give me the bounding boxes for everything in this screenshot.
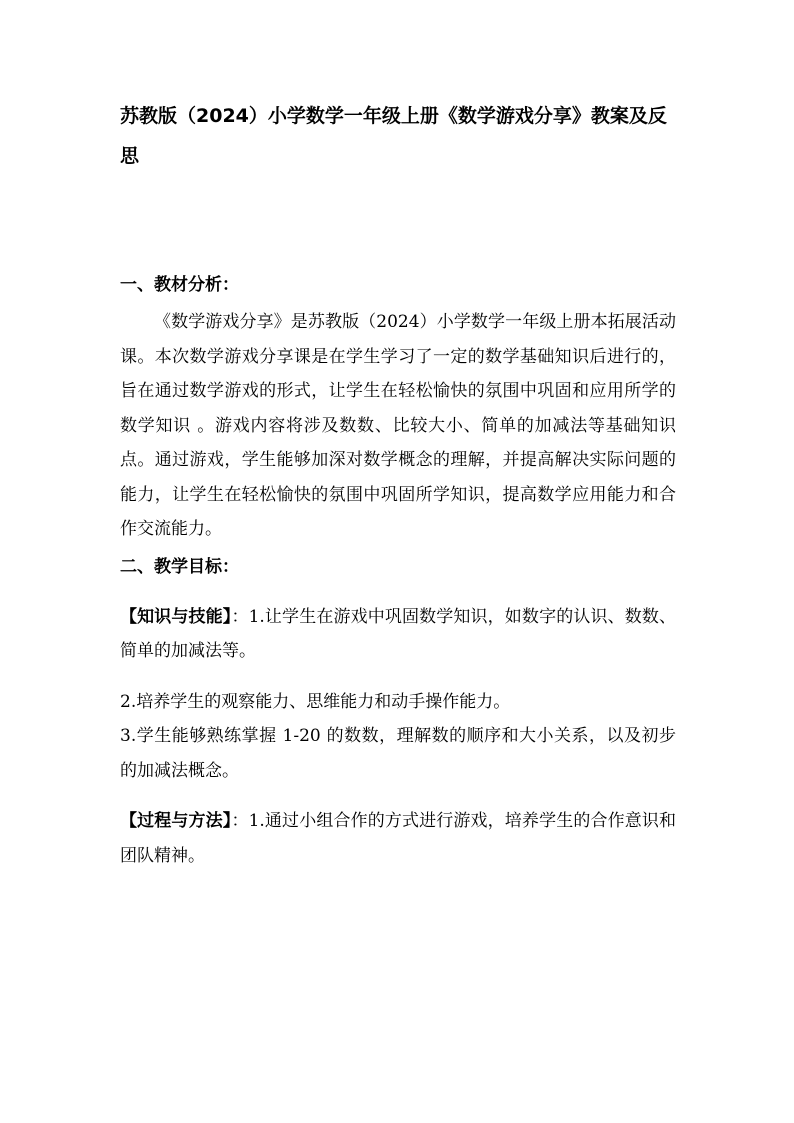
knowledge-skills-item-2: 2.培养学生的观察能力、思维能力和动手操作能力。 (120, 691, 511, 712)
knowledge-skills-text-1: ：1.让学生在游戏中巩固数学知识，如数字的认识、数数、简单的加减法等。 (120, 606, 677, 661)
knowledge-skills-item-1 (120, 600, 676, 669)
knowledge-skills-label: 【知识与技能】 (120, 606, 232, 627)
process-methods-item-1 (120, 804, 676, 873)
process-methods-label: 【过程与方法】 (120, 811, 232, 831)
document-title: 苏教版（2024）小学数学一年级上册《数学游戏分享》教案及反思 (120, 105, 667, 167)
document-page (120, 96, 676, 873)
process-methods-text-1: ：1.通过小组合作的方式进行游戏，培养学生的合作意识和团队精神。 (120, 811, 677, 866)
analysis-paragraph: 《数学游戏分享》是苏教版（2024）小学数学一年级上册本拓展活动课。本次数学游戏分享课是在学生学习了一定的数学基础知识后进行的，旨在通过数学游戏的形式，让学生在轻松愉快的氛围中巩固和应用所学的数学知识 。游戏内容将涉及数数、比较大小、简单的加减法等基础知识点。通过游戏，学生能够加深对数学概念的理解，并提高解决实际问题的能力，让学生在轻松愉快的氛围中巩固所学知识，提高数学应用能力和合作交流能力。 (120, 312, 676, 539)
section-heading-objectives: 二、教学目标： (120, 556, 239, 577)
section-heading-analysis: 一、教材分析： (120, 275, 239, 295)
knowledge-skills-item-3: 3.学生能够熟练掌握 1-20 的数数，理解数的顺序和大小关系，以及初步的加减法概念。 (120, 726, 676, 781)
